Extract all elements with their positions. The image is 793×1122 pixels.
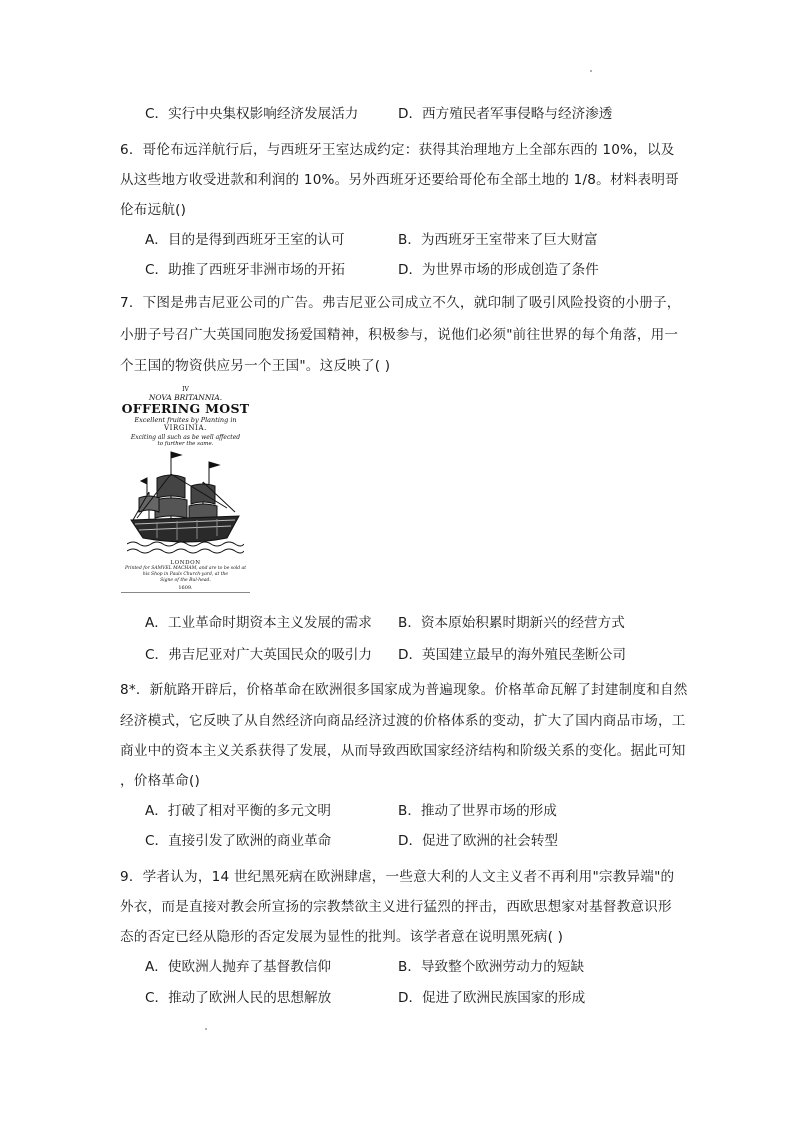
option-c: C．推动了欧洲人民的思想解放 — [145, 990, 332, 1006]
question-7-text-line: 7．下图是弗吉尼亚公司的广告。弗吉尼亚公司成立不久，就印制了吸引风险投资的小册子， — [120, 295, 681, 311]
plate-title: OFFERING MOST — [121, 401, 250, 416]
virginia-company-advertisement — [121, 386, 250, 594]
plate-place: VIRGINIA. — [163, 424, 208, 432]
option-b: B．导致整个欧洲劳动力的短缺 — [398, 959, 585, 975]
plate-year: 1609. — [178, 585, 193, 591]
option-c: C．实行中央集权影响经济发展活力 — [145, 106, 359, 122]
question-9-text-line: 态的否定已经从隐形的否定发展为显性的批判。该学者意在说明黑死病( ) — [120, 929, 564, 945]
question-8-text-line: ，价格革命() — [120, 773, 200, 789]
question-9-text-line: 外衣，而是直接对教会所宣扬的宗教禁欲主义进行猛烈的抨击，西欧思想家对基督教意识形 — [120, 899, 672, 915]
option-a: A．打破了相对平衡的多元文明 — [145, 803, 332, 819]
option-d: D．西方殖民者军事侵略与经济渗透 — [398, 106, 613, 122]
question-9-text-line: 9．学者认为，14 世纪黑死病在欧洲肆虐，一些意大利的人文主义者不再利用"宗教异端"的 — [120, 869, 675, 885]
option-a: A．目的是得到西班牙王室的认可 — [145, 232, 345, 248]
plate-imprint-city: LONDON — [170, 560, 201, 566]
option-d: D．英国建立最早的海外殖民垄断公司 — [398, 647, 626, 663]
option-c: C．直接引发了欧洲的商业革命 — [145, 833, 332, 849]
question-7-text-line: 小册子号召广大英国同胞发扬爱国精神，积极参与，说他们必须"前往世界的每个角落，用一 — [120, 327, 679, 343]
option-c: C．助推了西班牙非洲市场的开拓 — [145, 262, 345, 278]
option-d: D．促进了欧洲民族国家的形成 — [398, 990, 586, 1006]
scan-speck — [590, 70, 592, 72]
plate-imprint: Signe of the Bul-head. — [160, 578, 211, 583]
question-8-text-line: 8*．新航路开辟后，价格革命在欧洲很多国家成为普遍现象。价格革命瓦解了封建制度和自然 — [120, 682, 688, 698]
plate-heading: NOVA BRITANNIA. — [148, 393, 223, 402]
plate-line: Exciting all such as be well affected — [130, 434, 241, 441]
ship-woodcut-icon — [127, 448, 244, 558]
plate-imprint: Printed for SAMVEL MACHAM, and are to be sold at — [124, 566, 247, 571]
plate-imprint: his Shop in Pauls Church-yard, at the — [142, 572, 229, 577]
option-b: B．资本原始积累时期新兴的经营方式 — [398, 615, 625, 631]
option-a: A．工业革命时期资本主义发展的需求 — [145, 615, 372, 631]
question-7-text-line: 个王国的物资供应另一个王国"。这反映了( ) — [120, 358, 391, 374]
plate-subtitle: Excellent fruites by Planting in — [134, 416, 237, 424]
question-6-text-line: 从这些地方收受进款和利润的 10%。另外西班牙还要给哥伦布全部土地的 1/8。材料表明哥 — [120, 172, 679, 188]
plate-line: to further the same. — [157, 441, 214, 447]
plate-bottom-rule — [121, 592, 250, 593]
question-8-text-line: 经济模式，它反映了从自然经济向商品经济过渡的价格体系的变动，扩大了国内商品市场，工 — [120, 713, 686, 729]
option-b: B．推动了世界市场的形成 — [398, 803, 557, 819]
option-d: D．为世界市场的形成创造了条件 — [398, 262, 599, 278]
scan-speck — [205, 1028, 207, 1030]
question-6-text-line: 6．哥伦布远洋航行后，与西班牙王室达成约定：获得其治理地方上全部东西的 10%，以及 — [120, 142, 675, 158]
option-d: D．促进了欧洲的社会转型 — [398, 833, 558, 849]
option-a: A．使欧洲人抛弃了基督教信仰 — [145, 959, 332, 975]
question-8-text-line: 商业中的资本主义关系获得了发展，从而导致西欧国家经济结构和阶级关系的变化。据此可知 — [120, 743, 686, 759]
option-c: C．弗吉尼亚对广大英国民众的吸引力 — [145, 647, 372, 663]
question-6-text-line: 伦布远航() — [120, 202, 187, 218]
option-b: B．为西班牙王室带来了巨大财富 — [398, 232, 598, 248]
plate-number: IV — [182, 386, 189, 393]
